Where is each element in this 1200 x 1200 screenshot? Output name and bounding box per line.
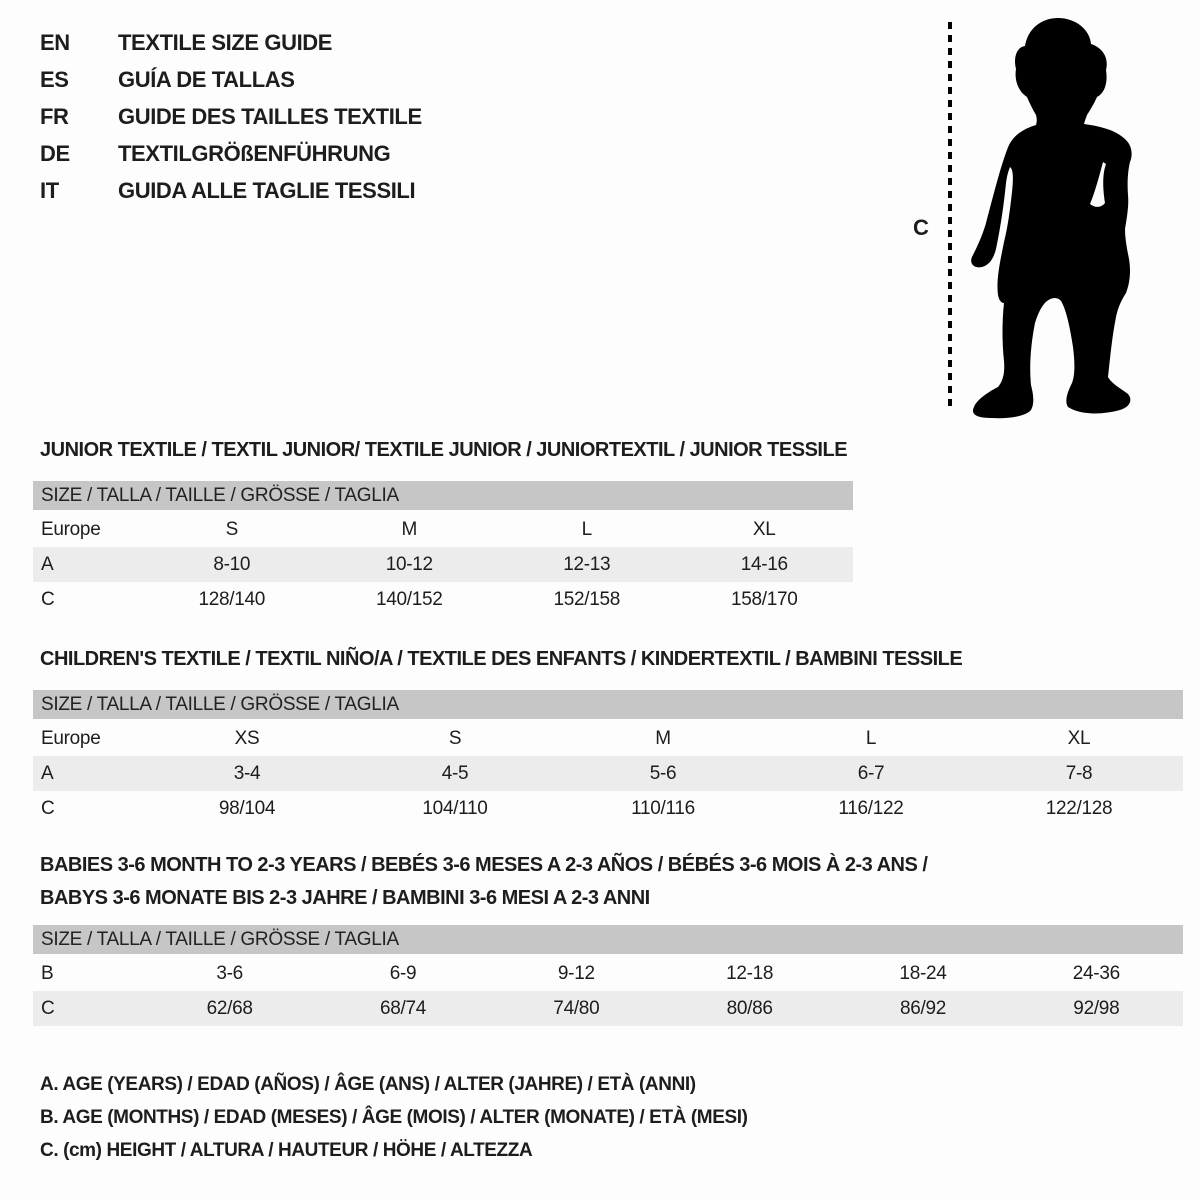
size-value-cell: 68/74 — [316, 991, 489, 1026]
size-value-cell: 116/122 — [838, 797, 904, 819]
size-value-cell: 110/116 — [631, 797, 695, 819]
size-header-bar: SIZE / TALLA / TAILLE / GRÖSSE / TAGLIA — [33, 481, 853, 510]
size-value-cell: XS — [234, 727, 260, 749]
size-value-cell: 86/92 — [836, 991, 1009, 1026]
row-label-cell: C — [41, 797, 55, 819]
size-value-cell: 12-13 — [498, 547, 676, 582]
size-value-cell: 6-9 — [389, 962, 417, 984]
language-title: GUIDA ALLE TAGLIE TESSILI — [118, 178, 416, 203]
row-label-cell: Europe — [41, 727, 101, 749]
size-value-cell: L — [865, 727, 877, 749]
size-value-cell: 4-5 — [351, 756, 559, 791]
language-title: GUÍA DE TALLAS — [118, 67, 295, 92]
size-value-cell: M — [655, 727, 671, 749]
language-code: IT — [40, 178, 59, 203]
size-value-cell: M — [401, 518, 418, 540]
section-title: CHILDREN'S TEXTILE / TEXTIL NIÑO/A / TEXTILE DES ENFANTS / KINDERTEXTIL / BAMBINI TESSILE — [40, 648, 963, 670]
size-value-cell: 158/170 — [730, 588, 798, 610]
size-value-cell: 6-7 — [767, 756, 975, 791]
legend-line: A. AGE (YEARS) / EDAD (AÑOS) / ÂGE (ANS) / ALTER (JAHRE) / ETÀ (ANNI) — [40, 1074, 696, 1095]
size-section-junior — [33, 434, 853, 617]
row-label-cell: A — [33, 756, 143, 791]
language-title: TEXTILGRÖßENFÜHRUNG — [118, 141, 391, 166]
language-row — [40, 24, 422, 61]
size-value-cell: 10-12 — [321, 547, 499, 582]
size-value-cell: S — [448, 727, 462, 749]
size-section-children — [33, 643, 1183, 826]
language-row — [40, 172, 422, 209]
size-value-cell: L — [581, 518, 592, 540]
size-value-cell: 74/80 — [490, 991, 663, 1026]
section-title: BABYS 3-6 MONATE BIS 2-3 JAHRE / BAMBINI 3-6 MESI A 2-3 ANNI — [40, 887, 650, 909]
size-value-cell: 80/86 — [663, 991, 836, 1026]
table-row — [33, 791, 1183, 826]
size-value-cell: 122/128 — [1045, 797, 1113, 819]
height-measure-label: C — [913, 215, 929, 240]
language-code: DE — [40, 141, 70, 166]
table-row — [33, 547, 853, 582]
language-list — [40, 24, 422, 209]
table-row — [33, 721, 1183, 756]
size-value-cell: 92/98 — [1010, 991, 1183, 1026]
size-value-cell: 152/158 — [553, 588, 621, 610]
table-row — [33, 956, 1183, 991]
legend — [40, 1068, 748, 1167]
size-value-cell: 104/110 — [422, 797, 488, 819]
size-value-cell: 7-8 — [975, 756, 1183, 791]
section-title: BABIES 3-6 MONTH TO 2-3 YEARS / BEBÉS 3-6 MESES A 2-3 AÑOS / BÉBÉS 3-6 MOIS À 2-3 ANS / — [40, 854, 928, 876]
table-row — [33, 582, 853, 617]
size-value-cell: 14-16 — [676, 547, 854, 582]
size-value-cell: 128/140 — [198, 588, 266, 610]
size-value-cell: 18-24 — [899, 962, 947, 984]
size-value-cell: 3-4 — [143, 756, 351, 791]
language-row — [40, 135, 422, 172]
language-title: GUIDE DES TAILLES TEXTILE — [118, 104, 422, 129]
size-value-cell: S — [225, 518, 238, 540]
size-table — [33, 956, 1183, 1026]
row-label-cell: C — [41, 588, 55, 610]
size-value-cell: XL — [1067, 727, 1091, 749]
size-value-cell: 62/68 — [143, 991, 316, 1026]
legend-line: C. (cm) HEIGHT / ALTURA / HAUTEUR / HÖHE / ALTEZZA — [40, 1140, 533, 1161]
legend-line: B. AGE (MONTHS) / EDAD (MESES) / ÂGE (MOIS) / ALTER (MONATE) / ETÀ (MESI) — [40, 1107, 748, 1128]
table-row — [33, 756, 1183, 791]
language-row — [40, 98, 422, 135]
language-title: TEXTILE SIZE GUIDE — [118, 30, 333, 55]
size-value-cell: 5-6 — [559, 756, 767, 791]
section-title: JUNIOR TEXTILE / TEXTIL JUNIOR/ TEXTILE JUNIOR / JUNIORTEXTIL / JUNIOR TESSILE — [40, 439, 848, 461]
language-row — [40, 61, 422, 98]
row-label-cell: C — [33, 991, 143, 1026]
language-code: FR — [40, 104, 69, 129]
size-value-cell: 98/104 — [218, 797, 276, 819]
language-code: EN — [40, 30, 70, 55]
row-label-cell: B — [41, 962, 54, 984]
size-value-cell: 8-10 — [143, 547, 321, 582]
size-header-bar: SIZE / TALLA / TAILLE / GRÖSSE / TAGLIA — [33, 925, 1183, 954]
size-section-babies — [33, 849, 1183, 1026]
language-code: ES — [40, 67, 69, 92]
row-label-cell: Europe — [41, 518, 101, 540]
table-row — [33, 991, 1183, 1026]
size-value-cell: 140/152 — [375, 588, 443, 610]
size-value-cell: 12-18 — [726, 962, 774, 984]
size-value-cell: XL — [752, 518, 776, 540]
table-row — [33, 512, 853, 547]
size-header-bar: SIZE / TALLA / TAILLE / GRÖSSE / TAGLIA — [33, 690, 1183, 719]
baby-height-figure — [905, 12, 1150, 422]
size-table — [33, 512, 853, 617]
size-value-cell: 24-36 — [1072, 962, 1120, 984]
baby-silhouette-icon — [940, 12, 1140, 422]
size-table — [33, 721, 1183, 826]
size-value-cell: 9-12 — [557, 962, 595, 984]
row-label-cell: A — [33, 547, 143, 582]
size-value-cell: 3-6 — [216, 962, 243, 984]
